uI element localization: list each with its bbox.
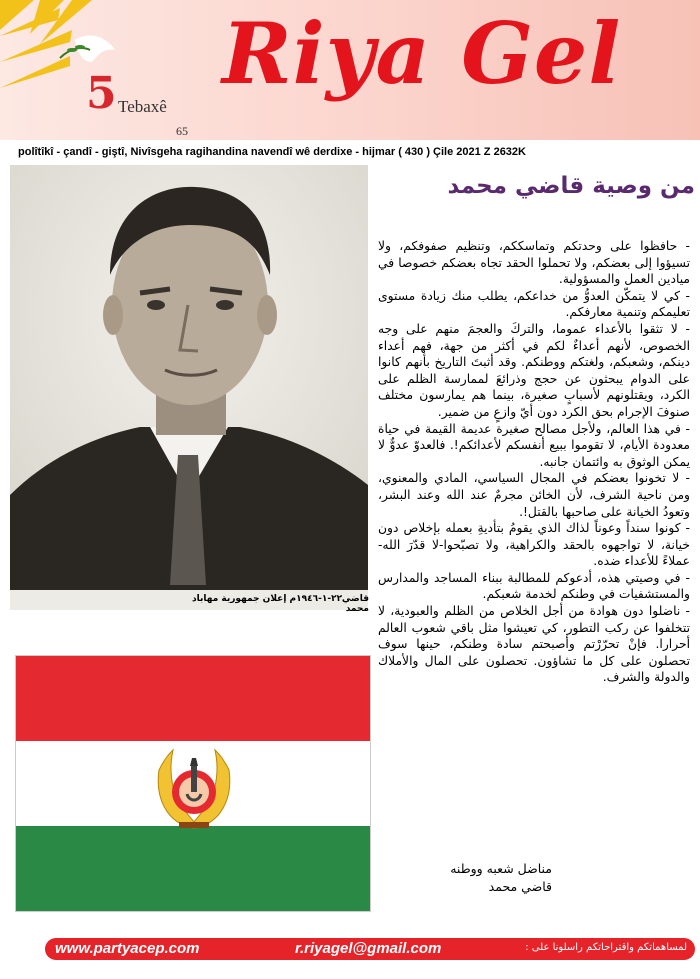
signature: [402, 860, 552, 896]
newspaper-title: Riya Gel: [222, 4, 622, 103]
email-link[interactable]: r.riyagel@gmail.com: [295, 940, 442, 957]
contact-label: لمساهماتكم واقتراحاتكم راسلونا على :: [525, 942, 687, 953]
article-paragraph: - لا تثقوا بالأعداء عموما، والتركَ والعجمَ منهم على وجه الخصوص، لأنهم أعداءٌ لكم في أكثر من جهة، فهم أعداء دينكم، وشعبكم، ولغتكم ووطنكم. وقد أثبتَ التاريخ بأنهم كانوا على الدوام يبحثون عن حجج وذرائعَ لممارسة الظلم على الكرد، ويقتلونهم لأسبابٍ صغيرة، بينما هم يمارسون مختلف صنوفَ الإجرام بحق الكرد دون أيّ وازعٍ من ضمير.: [378, 321, 690, 419]
flag-emblem-icon: [149, 736, 239, 836]
masthead-banner: [0, 0, 700, 140]
article-paragraph: - في وصيتي هذه، أدعوكم للمطالبة ببناء المساجد والمدارس والمستشفيات في وطنكم لخدمة شعبكم.: [378, 570, 690, 602]
caption-name: قاضي محمد: [341, 594, 369, 614]
portrait-figure: [10, 165, 368, 590]
anniversary-number: 5: [86, 68, 117, 119]
article-body: [378, 238, 690, 686]
article-paragraph: - حافظوا على وحدتكم وتماسككم، وتنظيم صفوفكم، ولا تسيؤوا إلى بعضكم، ولا تحملوا الحقد تجاه بعضكم خصوصا في ميادين العمل والمسؤولية.: [378, 239, 690, 287]
article-paragraph: - كي لا يتمكّن العدوُّ من خداعكم، يطلب منك زيادة مستوى تعليمكم وتنمية معارفكم.: [378, 288, 690, 320]
flag-red-stripe: [16, 656, 370, 741]
article-paragraph: - في هذا العالم، ولأجل مصالح صغيرة عديمة القيمة في حياة معدودة الأيام، لا تقوموا ببيع أنفسكم لأعدائكم!. فالعدوّ عدوٌّ لا يمكن الوثوق به وائتمان جانبه.: [378, 421, 690, 469]
photo-caption: [24, 590, 369, 614]
issue-info: polîtîkî - çandî - giştî, Nivîsgeha ragihandina navendî wê derdixe - hijmar ( 430 ) Çile 2021 Z 2632K: [18, 146, 526, 158]
article-paragraph: - لا تخونوا بعضكم في المجال السياسي، المادي والمعنوي، ومن ناحية الشرف، لأن الخائن مجرمٌ عند الله وعند البشر، وتعودُ الخيانة على صاحبها بالقتل!.: [378, 471, 690, 519]
anniversary-label: Tebaxê: [118, 97, 167, 116]
signature-line: مناضل شعبه ووطنه: [450, 861, 552, 876]
article-title: من وصية قاضي محمد: [447, 173, 695, 199]
kurdish-flag: [15, 655, 371, 912]
article-paragraph: - كونوا سنداً وعوناً لذاك الذي يقومُ بتأديةِ بعمله بإخلاص دون خيانة، لا تواجهوه بالحقد والكراهية، ولا تصبّحوا-لا قدّرَ الله-عملاءً للأعداء ضده.: [378, 521, 690, 569]
signature-name: قاضي محمد: [488, 879, 552, 894]
caption-date: ٢٢-١-١٩٤٦م إعلان جمهورية مهاباد: [192, 594, 343, 604]
footer-bar: [45, 938, 695, 960]
flag-green-stripe: [16, 826, 370, 911]
portrait-photo: [10, 165, 368, 610]
article-paragraph: - ناضلوا دون هوادة من أجل الخلاص من الظلم والعبودية، لا تتخلفوا عن ركب التطور، كي تعيشوا مثل باقي شعوب العالم أحرارا. فإنْ تحرّرْتم وأصبحتم سادة وطنكم، حينها سوف تحصلون على كل ما تشاؤون. تحصلون على المال والأملاك والدولة والشرف.: [378, 604, 690, 685]
anniversary-year: 65: [176, 124, 188, 138]
website-link[interactable]: www.partyacep.com: [55, 940, 200, 957]
